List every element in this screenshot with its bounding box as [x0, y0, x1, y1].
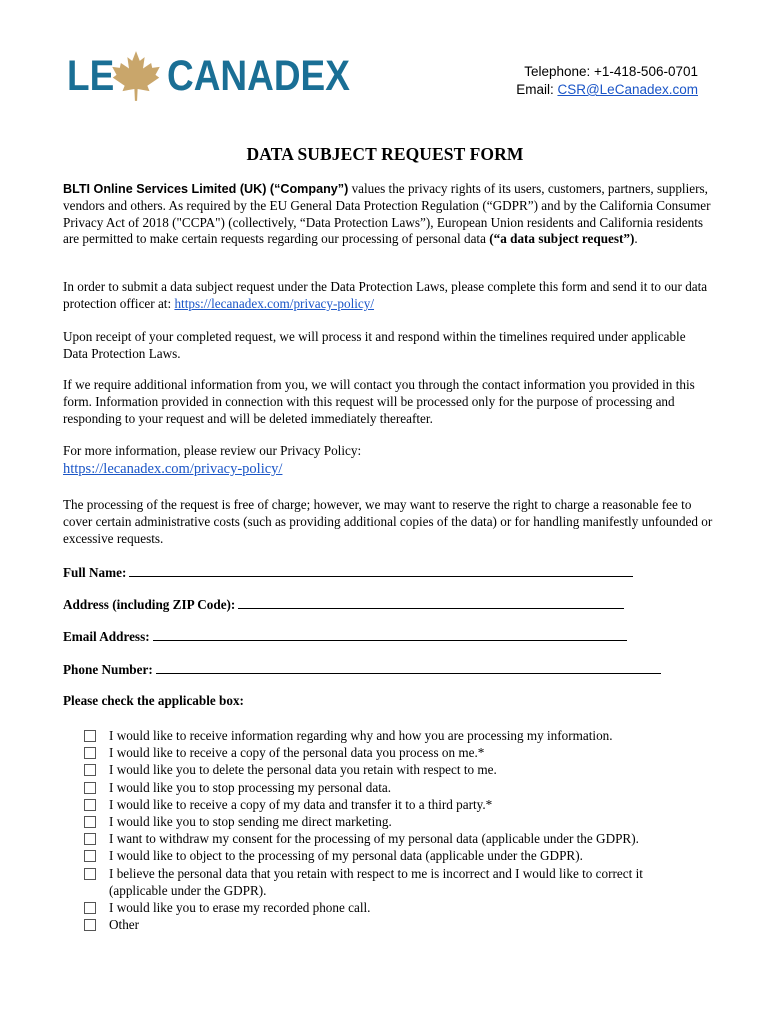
checkbox-option[interactable] [84, 727, 704, 744]
full-name-label: Full Name: [63, 565, 127, 580]
checkbox-list [84, 727, 704, 933]
submit-text: In order to submit a data subject request under the Data Protection Laws, please complete this form and send it to our data protection officer at: [63, 279, 708, 311]
checkbox-option[interactable] [84, 761, 704, 778]
checkbox[interactable] [84, 782, 96, 794]
logo-text-canadex: CANADEX [167, 51, 350, 100]
checkbox-option[interactable] [84, 847, 704, 864]
contact-block [516, 63, 698, 99]
submit-paragraph [63, 279, 713, 313]
checkbox[interactable] [84, 833, 96, 845]
checkbox-label: I would like to object to the processing of my personal data (applicable under the GDPR). [109, 848, 583, 864]
email-line [516, 81, 698, 99]
logo-text-le: LE [67, 51, 115, 100]
telephone: Telephone: +1-418-506-0701 [524, 64, 698, 79]
checkbox[interactable] [84, 919, 96, 931]
email-field-label: Email Address: [63, 629, 150, 644]
page-title: DATA SUBJECT REQUEST FORM [246, 144, 524, 164]
maple-leaf-icon [109, 48, 163, 104]
address-label: Address (including ZIP Code): [63, 597, 236, 612]
checkbox[interactable] [84, 850, 96, 862]
checkbox-option[interactable] [84, 830, 704, 847]
checkbox-label: I would like you to erase my recorded phone call. [109, 900, 371, 916]
checkbox-label: I would like you to delete the personal data you retain with respect to me. [109, 762, 497, 778]
checkbox-label: I would like to receive a copy of the personal data you process on me.* [109, 745, 485, 761]
address-field [63, 596, 624, 613]
company-name: BLTI Online Services Limited (UK) (“Company”) [63, 182, 349, 196]
checkbox-option[interactable] [84, 916, 704, 933]
checkbox-option[interactable] [84, 865, 704, 899]
additional-info-paragraph: If we require additional information from you, we will contact you through the contact information you provided in this form. Information provided in connection with this request will be processed only for the purpose of processing and responding to your request and will be deleted immediately thereafter. [63, 377, 695, 426]
checkbox-label: I would like to receive a copy of my data and transfer it to a third party.* [109, 796, 493, 812]
checkbox[interactable] [84, 764, 96, 776]
checkbox-label: Other [109, 917, 140, 933]
checkbox[interactable] [84, 747, 96, 759]
checkbox[interactable] [84, 730, 96, 742]
full-name-field [63, 564, 633, 581]
checkbox-option[interactable] [84, 813, 704, 830]
address-input-line[interactable] [238, 596, 624, 609]
checkbox-option[interactable] [84, 899, 704, 916]
phone-field [63, 661, 661, 678]
more-info-paragraph [63, 443, 713, 479]
checkbox[interactable] [84, 868, 96, 880]
checkbox-label: I would like to receive information regarding why and how you are processing my information. [109, 728, 613, 743]
checkbox-label: I believe the personal data that you retain with respect to me is incorrect and I would like to correct it (applicable under the GDPR). [109, 865, 643, 898]
charge-paragraph: The processing of the request is free of charge; however, we may want to reserve the right to charge a reasonable fee to cover certain administrative costs (such as providing additional copies of the data) or for handling manifestly unfounded or excessive requests. [63, 497, 713, 546]
receipt-paragraph: Upon receipt of your completed request, we will process it and respond within the timelines required under applicable Data Protection Laws. [63, 329, 686, 361]
checkbox-label: I would like you to stop processing my personal data. [109, 779, 392, 795]
email-link[interactable]: CSR@LeCanadex.com [557, 82, 698, 97]
checkbox-option[interactable] [84, 744, 704, 761]
checkbox-label: I would like you to stop sending me direct marketing. [109, 814, 392, 830]
email-input-line[interactable] [153, 628, 627, 641]
email-label: Email: [516, 82, 558, 97]
checklist-heading: Please check the applicable box: [63, 693, 244, 708]
checkbox-label: I want to withdraw my consent for the processing of my personal data (applicable under the GDPR). [109, 831, 639, 847]
intro-term: (“a data subject request”) [489, 231, 635, 247]
checkbox[interactable] [84, 902, 96, 914]
checkbox-option[interactable] [84, 796, 704, 813]
phone-input-line[interactable] [156, 661, 661, 674]
privacy-policy-link[interactable]: https://lecanadex.com/privacy-policy/ [174, 295, 375, 311]
more-info-text: For more information, please review our Privacy Policy: [63, 443, 362, 458]
checkbox[interactable] [84, 816, 96, 828]
intro-paragraph [63, 181, 713, 248]
full-name-input-line[interactable] [129, 564, 633, 577]
privacy-policy-link-2[interactable]: https://lecanadex.com/privacy-policy/ [63, 460, 283, 477]
intro-text: values the privacy rights of its users, customers, partners, suppliers, vendors and others. As required by the EU General Data Protection Regulation (“GDPR”) and by the California Consumer Privacy Act of 2018 ("CCPA") (collectively, “Data Protection Laws”), European Union residents and California residents are permitted to make certain requests regarding our processing of personal data [63, 181, 711, 247]
checkbox[interactable] [84, 799, 96, 811]
email-field [63, 628, 627, 645]
checkbox-option[interactable] [84, 779, 704, 796]
phone-label: Phone Number: [63, 662, 153, 677]
company-logo [67, 48, 350, 104]
intro-end: . [634, 231, 638, 247]
